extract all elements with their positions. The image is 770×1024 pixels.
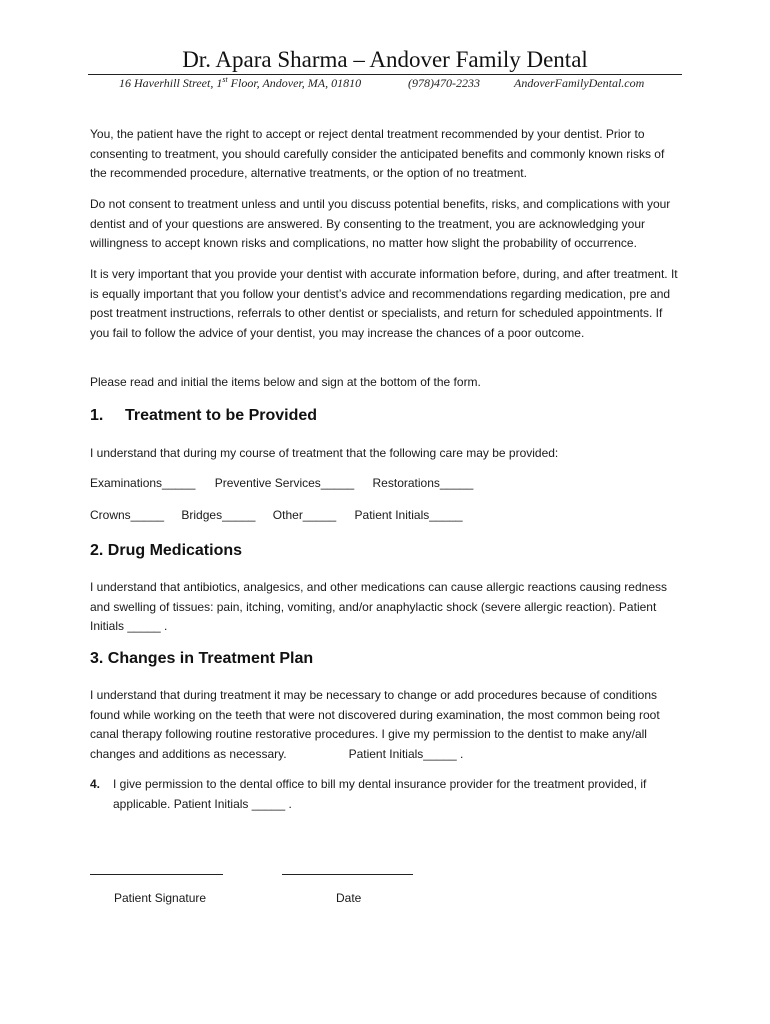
section-3-text xyxy=(90,686,684,764)
section-4-number: 4. xyxy=(90,777,101,791)
restorations-initial-field[interactable]: Restorations_____ xyxy=(372,476,474,490)
section-1-heading xyxy=(90,407,317,425)
date-label: Date xyxy=(336,891,362,905)
date-line[interactable] xyxy=(282,874,413,875)
patient-signature-line[interactable] xyxy=(90,874,223,875)
examinations-initial-field[interactable]: Examinations_____ xyxy=(90,476,196,490)
treatment-options-row-2 xyxy=(90,508,463,522)
patient-signature-label: Patient Signature xyxy=(114,891,207,905)
section-1-patient-initials-field[interactable]: Patient Initials_____ xyxy=(354,508,463,522)
intro-paragraph-instructions: Please read and initial the items below and sign at the bottom of the form. xyxy=(90,375,481,389)
header-divider xyxy=(88,74,682,75)
section-1-text: I understand that during my course of treatment that the following care may be provided: xyxy=(90,446,559,460)
preventive-services-initial-field[interactable]: Preventive Services_____ xyxy=(214,476,355,490)
practice-phone: (978)470-2233 xyxy=(408,76,480,90)
other-initial-field[interactable]: Other_____ xyxy=(272,508,337,522)
practice-website: AndoverFamilyDental.com xyxy=(514,76,645,90)
intro-paragraph-consent: Do not consent to treatment unless and until you discuss potential benefits, risks, and complications with your dentist and of your questions are answered. By consenting to the treatment, you are acknowledging your willingness to accept known risks and complications, no matter how slight the probability of occurrence. xyxy=(90,197,671,250)
practice-title: Dr. Apara Sharma – Andover Family Dental xyxy=(182,47,588,72)
bridges-initial-field[interactable]: Bridges_____ xyxy=(181,508,256,522)
section-4-text: I give permission to the dental office to bill my dental insurance provider for the treatment provided, if applicable. Patient Initials _____ . xyxy=(113,777,647,811)
intro-paragraph-information: It is very important that you provide your dentist with accurate information before, during, and after treatment. It is equally important that you follow your dentist’s advice and recommendations regarding medication, pre and post treatment instructions, referrals to other dentist or specialists, and return for scheduled appointments. If you fail to follow the advice of your dentist, you may increase the chances of a poor outcome. xyxy=(90,267,678,340)
address-street: 16 Haverhill Street, 1 xyxy=(119,76,223,90)
treatment-options-row-1 xyxy=(90,476,473,490)
practice-address xyxy=(119,76,361,91)
section-1-number: 1. xyxy=(90,407,104,424)
crowns-initial-field[interactable]: Crowns_____ xyxy=(90,508,165,522)
address-city: Floor, Andover, MA, 01810 xyxy=(227,76,362,90)
address-floor-suffix: st xyxy=(222,75,228,84)
section-2-heading: 2. Drug Medications xyxy=(90,542,243,559)
intro-paragraph-rights: You, the patient have the right to accept or reject dental treatment recommended by your dentist. Prior to consenting to treatment, you should carefully consider the anticipated benefits and commonly known risks of the recommended procedure, alternative treatments, or the option of no treatment. xyxy=(90,127,665,180)
section-3-patient-initials-field[interactable]: Patient Initials_____ . xyxy=(348,746,464,761)
section-1-title: Treatment to be Provided xyxy=(125,407,318,424)
section-2-text: I understand that antibiotics, analgesics, and other medications can cause allergic reactions causing redness and swelling of tissues: pain, itching, vomiting, and/or anaphylactic shock (severe allergic reaction). Patient Initials _____ . xyxy=(90,580,668,633)
section-3-body: I understand that during treatment it may be necessary to change or add procedures because of conditions found while working on the teeth that were not discovered during examination, the most common being root canal therapy following routine restorative procedures. I give my permission to the dentist to make any/all changes and additions as necessary. xyxy=(90,688,660,761)
section-3-heading: 3. Changes in Treatment Plan xyxy=(90,650,314,667)
